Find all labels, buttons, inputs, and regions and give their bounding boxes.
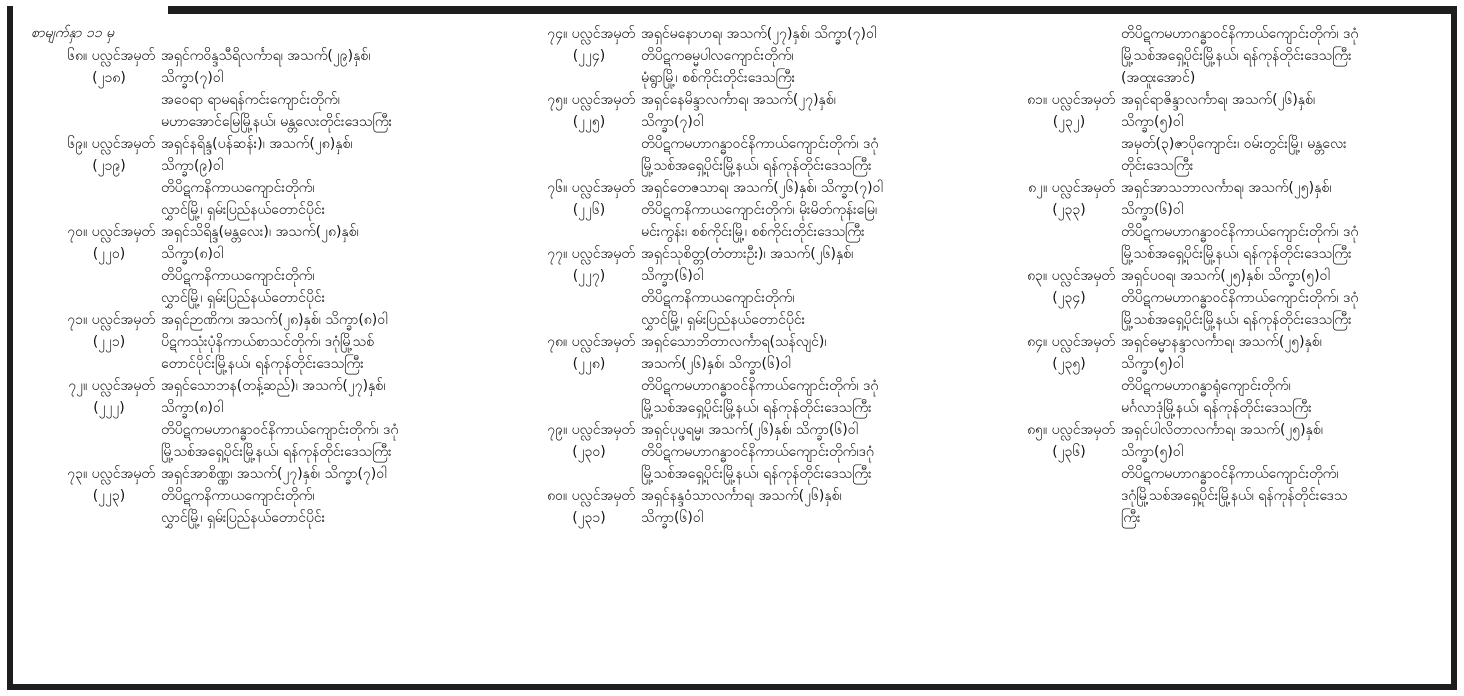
entry-number [23,463,155,485]
entry-body [161,309,493,375]
entry-line: အသက်(၂၆)နှစ်၊ သိက္ခာ(၆)ဝါ [641,356,791,372]
top-rule [168,6,1451,14]
entry-line: တိပိဋကမဟာဂန္ဓာရုံကျောင်းတိုက်၊ [1121,378,1291,394]
entry-number [983,419,1115,441]
entry-index: ၈၀။ [547,488,568,504]
entry-line: တိပိဋကမဟာဂန္ဓာဝင်နိကာယ်ကျောင်းတိုက်၊ ဒဂုံ [641,136,879,152]
entry-title: ပလ္လင်အမှတ် [91,312,155,328]
entry-line: (အထူးအောင်) [1121,70,1196,86]
entry-code: (၂၂၆) [572,202,606,218]
entry-title: ပလ္လင်အမှတ် [571,246,635,262]
entry-index: ၇၀။ [67,224,88,240]
entry-line: အရှင်တေဇသာရ၊ အသက်(၂၆)နှစ်၊ သိက္ခာ(၇)ဝါ [641,180,883,196]
entry-code: (၂၃၁) [572,510,606,526]
entry-body [1121,331,1453,419]
entry-label [23,375,155,419]
entry-index: ၇၃။ [67,466,88,482]
entry-title: ပလ္လင်အမှတ် [571,422,635,438]
entry-label [983,177,1115,221]
entry-line: တိပိဋကနိကာယကျောင်းတိုက်၊ [161,268,315,284]
entry-line: သိက္ခာ(၇)ဝါ [641,114,704,130]
entry-number [983,89,1115,111]
entry-line: လွှာင်မြို့၊ ရှမ်းပြည်နယ်တောင်ပိုင်း [641,312,806,328]
entry-body [1121,89,1453,177]
entry-title: ပလ္လင်အမှတ် [1051,422,1115,438]
entry-label [23,309,155,353]
entry-number [503,23,635,45]
entry-line: သိက္ခာ(၆)ဝါ [641,510,704,526]
entry-label [503,23,635,67]
entry-index: ၈၄။ [1027,334,1048,350]
entry-code [983,45,1115,67]
entry-line: တိပိဋကနိကာယကျောင်းတိုက်၊ [161,488,315,504]
entry-number [503,243,635,265]
entry-line: တိပိဋကနိကာယကျောင်းတိုက်၊ [161,180,315,196]
entry-index: ၈၃။ [1027,268,1048,284]
entry-index: ၇၇။ [547,246,568,262]
entry-number [23,133,155,155]
entry-line: တိပိဋကမဟာဂန္ဓာဝင်နိကာယ်ကျောင်းတိုက်၊ [1121,466,1339,482]
entry-body [641,331,973,419]
entry-number [983,23,1115,45]
entry-line: အမှတ်(၃)ဇာပိုကျောင်း၊ ဝမ်းတွင်းမြို့၊ မန္တလေး [1121,136,1347,152]
entry-title: ပလ္လင်အမှတ် [571,26,635,42]
entry-line: သိက္ခာ(၈)ဝါ [161,400,224,416]
entry-line: သိက္ခာ(၅)ဝါ [1121,356,1184,372]
entry-code: (၂၃၄) [1052,290,1086,306]
entry-label [503,243,635,287]
entry-title: ပလ္လင်အမှတ် [91,136,155,152]
entry-line: တိပိဋကမဟာဂန္ဓာဝင်နိကာယ်ကျောင်းတိုက်၊ ဒဂုံ [1121,26,1359,42]
entry-title: ပလ္လင်အမှတ် [1051,334,1115,350]
page-frame [7,6,1457,690]
entry-label [983,265,1115,309]
entry-line: အရှင်မနောဟရ၊ အသက်(၂၇)နှစ်၊ သိက္ခာ(၇)ဝါ [641,26,877,42]
entry-line: တောင်ပိုင်းမြို့နယ်၊ ရန်ကုန်တိုင်းဒေသကြီး [161,356,364,372]
entry-line: အဝေရာ ရာမရန်ကင်းကျောင်းတိုက်၊ [161,92,340,108]
entry-number [503,419,635,441]
entry-index: ၇၂။ [68,378,88,394]
entry-label [983,331,1115,375]
entry-index: ၈၁။ [1027,92,1048,108]
entry-label [23,133,155,177]
entry-code: (၂၃၂) [1052,114,1086,130]
entry-line: လွှာင်မြို့၊ ရှမ်းပြည်နယ်တောင်ပိုင်း [161,290,326,306]
entry-line: မင်္ဂလာဒုံမြို့နယ်၊ ရန်ကုန်တိုင်းဒေသကြီး [1121,400,1312,416]
entry-line: သိက္ခာ(၆)ဝါ [1121,202,1184,218]
entry-code: (၂၂၄) [572,48,606,64]
entry-index: ၇၈။ [547,334,568,350]
entry-line: ဒဂုံမြို့သစ်အရှေ့ပိုင်းမြို့နယ်၊ ရန်ကုန်တိုင်းဒေသ [1121,488,1348,504]
entry-body [161,375,493,463]
entry-number [983,265,1115,287]
entry-line: တိပိဋကမဟာဂန္ဓာဝင်နိကာယ်ကျောင်းတိုက်၊ ဒဂုံ [1121,290,1359,306]
entry-body [1121,23,1453,89]
entry-number [503,331,635,353]
entry-line: သိက္ခာ(၅)ဝါ [1121,114,1184,130]
entry-line: အရှင်အာသဘာလင်္ကာရ၊ အသက်(၂၅)နှစ်၊ [1121,180,1332,196]
entry-body [641,177,973,243]
entry-line: သိက္ခာ(၇)ဝါ [161,70,224,86]
entry-label [503,177,635,221]
entry-line: အရှင်သောဘိတာလင်္ကာရ(သန်လျင်)၊ [641,334,827,350]
entry-title: ပလ္လင်အမှတ် [1051,268,1115,284]
entry-code: (၂၃၆) [1052,444,1086,460]
entry-index: ၈၅။ [1027,422,1048,438]
entry-code: (၂၂၁) [92,334,126,350]
entry-code: (၂၂၅) [572,114,606,130]
entry-code: (၂၁၈) [92,70,126,86]
entry-index: ၆၈။ [67,48,88,64]
entry-line: ကြီး [1121,510,1141,526]
entry-code: (၂၂၀) [92,246,126,262]
entry-line: အရှင်ပဝရ၊ အသက်(၂၅)နှစ်၊ သိက္ခာ(၅)ဝါ [1121,268,1330,284]
entry-label [23,463,155,507]
entry-line: သိက္ခာ(၆)ဝါ [641,268,704,284]
entry-title: ပလ္လင်အမှတ် [91,224,155,240]
entry-line: တိပိဋကမဟာဂန္ဓာဝင်နိကာယ်ကျောင်းတိုက်၊ ဒဂုံ [641,378,879,394]
entry-line: သိက္ခာ(၅)ဝါ [1121,444,1184,460]
entry-code: (၂၂၂) [93,400,125,416]
entry-code: (၂၂၃) [92,488,126,504]
entry-title: ပလ္လင်အမှတ် [571,92,635,108]
entry-code: (၂၃၃) [1052,202,1086,218]
entry-code: (၂၃၀) [572,444,606,460]
entry-body [1121,265,1453,331]
entry-title: ပလ္လင်အမှတ် [571,334,635,350]
entry-body [1121,419,1453,529]
entry-index: ၇၁။ [67,312,88,328]
entry-code: (၂၂၇) [572,268,606,284]
entry-line: သိက္ခာ(၉)ဝါ [161,158,224,174]
entry-index: ၇၅။ [547,92,568,108]
entry-line: မြို့သစ်အရှေ့ပိုင်းမြို့နယ်၊ ရန်ကုန်တိုင်းဒေသကြီး [641,158,872,174]
entry-label [503,485,635,529]
entry-line: မဟာအောင်မြေမြို့နယ်၊ မန္တလေးတိုင်းဒေသကြီး [161,114,393,130]
entry-line: မြို့သစ်အရှေ့ပိုင်းမြို့နယ်၊ ရန်ကုန်တိုင်းဒေသကြီး [1121,48,1352,64]
entry-label [23,45,155,89]
entry-line: အရှင်နန္ဒဝံသာလင်္ကာရ၊ အသက်(၂၆)နှစ်၊ [641,488,842,504]
entry-index: ၇၄။ [547,26,568,42]
entry-title: ပလ္လင်အမှတ် [1051,180,1115,196]
entry-number [503,89,635,111]
entry-body [641,89,973,177]
entry-title: ပလ္လင်အမှတ် [91,466,155,482]
entry-line: တိပိဋကနိကာယကျောင်းတိုက်၊ မိုးမိတ်ကုန်းမြေ၊ [641,202,878,218]
entry-index: ၈၂။ [1028,180,1048,196]
entry-label [503,419,635,463]
entry-number [983,177,1115,199]
entry-line: ပိဋကသုံးပုံနိကာယ်စာသင်တိုက်၊ ဒဂုံမြို့သစ် [161,334,374,350]
entry-line: သိက္ခာ(၈)ဝါ [161,246,224,262]
entry-line: တိပိဋကဓမ္မပါလကျောင်းတိုက်၊ [641,48,794,64]
entry-line: အရှင်သိရိန္ဒ(မန္တလေး)၊ အသက်(၂၈)နှစ်၊ [161,224,359,240]
entry-body [1121,177,1453,265]
entry-line: တိုင်းဒေသကြီး [1121,158,1194,174]
entry-line: အရှင်ပုပ္ဖရမ္မ၊ အသက်(၂၆)နှစ်၊ သိက္ခာ(၆)ဝါ [641,422,858,438]
entry-index: ၇၆။ [547,180,568,196]
entry-line: အရှင်ရာဇိန္ဒာလင်္ကာရ၊ အသက်(၂၆)နှစ်၊ [1121,92,1316,108]
entry-line: အရှင်နရိန္ဒ(ပန်ဆန်း)၊ အသက်(၂၈)နှစ်၊ [161,136,353,152]
entry-label [983,23,1115,67]
entry-line: မြို့သစ်အရှေ့ပိုင်းမြို့နယ်၊ ရန်ကုန်တိုင်းဒေသကြီး [641,466,872,482]
entry-line: တိပိဋကမဟာဂန္ဓာဝင်နိကာယ်ကျောင်းတိုက်၊ ဒဂုံ [1121,224,1359,240]
entry-line: မြို့သစ်အရှေ့ပိုင်းမြို့နယ်၊ ရန်ကုန်တိုင်းဒေသကြီး [1121,246,1352,262]
entry-line: အရှင်သောဘန(တန့်ဆည်)၊ အသက်(၂၇)နှစ်၊ [161,378,386,394]
entry-number [23,309,155,331]
entry-code: (၂၃၅) [1052,356,1086,372]
entry-code: (၂၁၉) [92,158,126,174]
entry-index: ၆၉။ [67,136,88,152]
entry-label [983,89,1115,133]
entry-line: အရှင်သုစိတ္တ(တံတားဦး)၊ အသက်(၂၆)နှစ်၊ [641,246,854,262]
entry-line: အရှင်ဓမ္မာနန္ဒာလင်္ကာရ၊ အသက်(၂၅)နှစ်၊ [1121,334,1322,350]
entry-line: လွှာင်မြို့၊ ရှမ်းပြည်နယ်တောင်ပိုင်း [161,510,326,526]
entry-number [503,485,635,507]
entry-label [983,419,1115,463]
entry-number [23,45,155,67]
entry-line: အရှင်နေမိန္ဒာလင်္ကာရ၊ အသက်(၂၇)နှစ်၊ [641,92,836,108]
continued-note: စာမျက်နှာ ၁၁ မှ [31,25,115,41]
entry-line: အရှင်ကဝိန္ဒသီရိလင်္ကာရ၊ အသက်(၂၉)နှစ်၊ [161,48,371,64]
entry-label [503,89,635,133]
entry-title: ပလ္လင်အမှတ် [91,48,155,64]
entry-body [641,243,973,331]
entry-number [23,221,155,243]
entry-line: မြို့သစ်အရှေ့ပိုင်းမြို့နယ်၊ ရန်ကုန်တိုင်းဒေသကြီး [161,444,392,460]
entry-number [983,331,1115,353]
entry-line: လွှာင်မြို့၊ ရှမ်းပြည်နယ်တောင်ပိုင်း [161,202,326,218]
entry-body [161,463,493,529]
entry-line: အရှင်ဉာဏိက၊ အသက်(၂၈)နှစ်၊ သိက္ခာ(၈)ဝါ [161,312,388,328]
entry-label [503,331,635,375]
entry-index: ၇၉။ [547,422,568,438]
entry-line: တိပိဋကမဟာဂန္ဓာဝင်နိကာယ်ကျောင်းတိုက်၊ဒဂုံ [641,444,874,460]
entry-label [23,221,155,265]
entry-title: ပလ္လင်အမှတ် [1051,92,1115,108]
entry-title: ပလ္လင်အမှတ် [571,488,635,504]
entry-body [641,23,973,89]
entry-body [161,133,493,221]
entry-body [161,45,493,133]
entry-body [641,485,973,529]
entry-line: အရှင်ပါလိတာလင်္ကာရ၊ အသက်(၂၅)နှစ်၊ [1121,422,1323,438]
entry-line: မင်းကွန်း၊ စစ်ကိုင်းမြို့၊ စစ်ကိုင်းတိုင်းဒေသကြီး [641,224,865,240]
entry-body [641,419,973,485]
entry-line: တိပိဋကနိကာယကျောင်းတိုက်၊ [641,290,795,306]
entry-line: မုံရွာမြို့၊ စစ်ကိုင်းတိုင်းဒေသကြီး [641,70,796,86]
entry-number [503,177,635,199]
entry-number [23,375,155,397]
entry-line: တိပိဋကမဟာဂန္ဓာဝင်နိကာယ်ကျောင်းတိုက်၊ ဒဂုံ [161,422,399,438]
entry-line: အရှင်အာစိဏ္ဏ၊ အသက်(၂၇)နှစ်၊ သိက္ခာ(၇)ဝါ [161,466,387,482]
entry-line: မြို့သစ်အရှေ့ပိုင်းမြို့နယ်၊ ရန်ကုန်တိုင်းဒေသကြီး [1121,312,1352,328]
entry-code: (၂၂၈) [572,356,606,372]
entry-title: ပလ္လင်အမှတ် [91,378,155,394]
entry-body [161,221,493,309]
entry-title: ပလ္လင်အမှတ် [571,180,635,196]
entry-line: မြို့သစ်အရှေ့ပိုင်းမြို့နယ်၊ ရန်ကုန်တိုင်းဒေသကြီး [641,400,872,416]
